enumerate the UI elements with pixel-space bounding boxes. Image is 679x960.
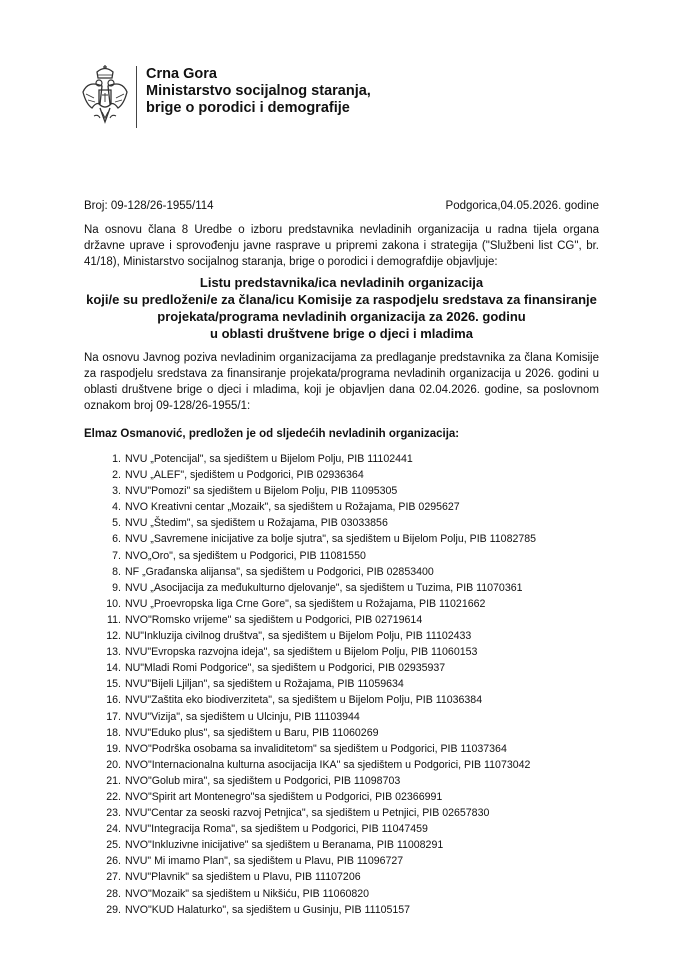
organization-list: [98, 451, 536, 918]
country-name: Crna Gora: [146, 66, 217, 82]
list-item-number: 20.: [106, 758, 121, 771]
list-item-number: 26.: [106, 855, 121, 868]
list-item-number: 4.: [112, 501, 121, 514]
list-item-text: NVO"Spirit art Montenegro"sa sjedištem u Podgorici, PIB 02366991: [125, 790, 443, 803]
list-item-number: 9.: [112, 581, 121, 594]
list-item-text: NU"Mladi Romi Podgorice", sa sjedištem u Podgorici, PIB 02935937: [125, 662, 446, 675]
list-item-text: NU"Inkluzija civilnog društva", sa sjedištem u Bijelom Polju, PIB 11102433: [125, 630, 472, 643]
list-item-text: NVU"Evropska razvojna ideja", sa sjedištem u Bijelom Polju, PIB 11060153: [125, 646, 478, 659]
list-item-text: NVU"Pomozi" sa sjedištem u Bijelom Polju, PIB 11095305: [125, 485, 398, 498]
list-item: [98, 789, 536, 805]
list-item: [98, 869, 536, 885]
list-item-text: NVO„Oro", sa sjedištem u Podgorici, PIB 11081550: [125, 549, 366, 562]
header-divider: [136, 66, 137, 128]
list-item-text: NVU „Štedim", sa sjedištem u Rožajama, PIB 03033856: [125, 517, 388, 530]
montenegro-coat-of-arms-icon: [80, 64, 130, 130]
list-item: [98, 483, 536, 499]
list-item-number: 18.: [106, 726, 121, 739]
list-item-number: 8.: [112, 565, 121, 578]
list-item: [98, 451, 536, 467]
title-line2: koji/e su predloženi/e za člana/icu Komisije za raspodjelu sredstava za finansiranje: [86, 292, 597, 307]
list-item-text: NVO"Podrška osobama sa invaliditetom" sa sjedištem u Podgorici, PIB 11037364: [125, 742, 507, 755]
list-item: [98, 821, 536, 837]
list-item-text: NVU"Plavnik" sa sjedištem u Plavu, PIB 11107206: [125, 871, 361, 884]
list-item: [98, 709, 536, 725]
list-item: [98, 628, 536, 644]
list-item: [98, 757, 536, 773]
list-item-number: 29.: [106, 903, 121, 916]
list-item-number: 12.: [106, 630, 121, 643]
list-item-number: 3.: [112, 485, 121, 498]
list-item-number: 17.: [106, 710, 121, 723]
intro-paragraph: Na osnovu člana 8 Uredbe o izboru predstavnika nevladinih organizacija u radna tijela organa državne uprave i sprovođenju javne rasprave u pripremi zakona i strategija ("Službeni list CG", br. 41/18), Ministarstvo socijalnog staranja, brige o porodici i demografdije objavljuje:: [84, 224, 599, 268]
list-item: [98, 902, 536, 918]
list-item-number: 2.: [112, 469, 121, 482]
list-item-text: NVU „Asocijacija za međukulturno djelovanje", sa sjedištem u Tuzima, PIB 11070361: [125, 581, 523, 594]
list-item: [98, 692, 536, 708]
list-item-number: 11.: [107, 613, 121, 626]
title-line4: u oblasti društvene brige o djeci i mladima: [210, 326, 473, 341]
list-item-number: 13.: [106, 646, 121, 659]
list-item-number: 10.: [106, 597, 121, 610]
list-item-number: 5.: [112, 517, 121, 530]
list-item-number: 1.: [112, 453, 121, 465]
list-item-text: NVU"Bijeli Ljiljan", sa sjedištem u Rožajama, PIB 11059634: [125, 678, 404, 691]
list-item-text: NVO"Mozaik" sa sjedištem u Nikšiću, PIB 11060820: [125, 887, 370, 900]
nominee-subheading: Elmaz Osmanović, predložen je od sljedećih nevladinih organizacija:: [84, 428, 460, 440]
list-item-text: NVU „Potencijal", sa sjedištem u Bijelom Polju, PIB 11102441: [125, 453, 413, 465]
list-item: [98, 725, 536, 741]
list-item-number: 25.: [106, 839, 121, 852]
list-item-number: 7.: [112, 549, 121, 562]
body-paragraph: Na osnovu Javnog poziva nevladinim organizacijama za predlaganje predstavnika za člana Komisije za raspodjelu sredstava za finansiranje projekata/programa nevladinih organizacija u 2026. godini u oblasti društvene brige o djeci i mladima, koji je objavljen dana 02.04.2026. godine, sa poslovnom oznakom broj 09-128/26-1955/1:: [84, 352, 599, 412]
list-item-text: NVU"Integracija Roma", sa sjedištem u Podgorici, PIB 11047459: [125, 823, 428, 836]
list-item-text: NVU"Centar za seoski razvoj Petnjica", sa sjedištem u Petnjici, PIB 02657830: [125, 807, 490, 820]
list-item: [98, 467, 536, 483]
list-item: [98, 515, 536, 531]
list-item-text: NVO Kreativni centar „Mozaik", sa sjedištem u Rožajama, PIB 0295627: [125, 501, 460, 514]
list-item-text: NVU „ALEF", sjedištem u Podgorici, PIB 02936364: [125, 469, 364, 482]
list-item: [98, 499, 536, 515]
list-item-text: NVU „Proevropska liga Crne Gore", sa sjedištem u Rožajama, PIB 11021662: [125, 597, 486, 610]
list-item-text: NVO"Golub mira", sa sjedištem u Podgorici, PIB 11098703: [125, 774, 401, 787]
list-item: [98, 837, 536, 853]
list-item-text: NVO"Internacionalna kulturna asocijacija IKA" sa sjedištem u Podgorici, PIB 11073042: [125, 758, 531, 771]
list-item: [98, 644, 536, 660]
list-item: [98, 548, 536, 564]
list-item-number: 21.: [106, 774, 121, 787]
list-item: [98, 564, 536, 580]
list-item-text: NVU"Vizija", sa sjedištem u Ulcinju, PIB 11103944: [125, 710, 360, 723]
letterhead: [146, 66, 371, 117]
ministry-name-line1: Ministarstvo socijalnog staranja,: [146, 83, 371, 99]
list-item: [98, 741, 536, 757]
list-item-number: 6.: [112, 533, 121, 546]
title-line3: projekata/programa nevladinih organizacija za 2026. godinu: [157, 309, 526, 324]
list-item-number: 28.: [106, 887, 121, 900]
list-item: [98, 531, 536, 547]
title-line1: Listu predstavnika/ica nevladinih organizacija: [199, 275, 484, 290]
list-item-text: NVU" Mi imamo Plan", sa sjedištem u Plavu, PIB 11096727: [125, 855, 404, 868]
list-item: [98, 805, 536, 821]
list-item: [98, 773, 536, 789]
list-item: [98, 676, 536, 692]
list-item-number: 24.: [106, 823, 121, 836]
list-item-text: NVO"Romsko vrijeme" sa sjedištem u Podgorici, PIB 02719614: [125, 613, 423, 626]
list-item-number: 22.: [106, 790, 121, 803]
list-item: [98, 596, 536, 612]
list-item-text: NVO"Inkluzivne inicijative" sa sjedištem u Beranama, PIB 11008291: [125, 839, 444, 852]
ministry-name-line2: brige o porodici i demografije: [146, 100, 350, 116]
list-item-number: 23.: [106, 807, 121, 820]
list-item-number: 19.: [106, 742, 121, 755]
list-item: [98, 580, 536, 596]
list-item: [98, 853, 536, 869]
list-item-number: 16.: [106, 694, 121, 707]
list-item-text: NVU"Eduko plus", sa sjedištem u Baru, PIB 11060269: [125, 726, 379, 739]
list-item-text: NVU"Zaštita eko biodiverziteta", sa sjedištem u Bijelom Polju, PIB 11036384: [125, 694, 483, 707]
list-item-number: 15.: [106, 678, 121, 691]
list-item-number: 14.: [106, 662, 121, 675]
document-date: Podgorica,04.05.2026. godine: [445, 200, 599, 212]
document-title: [84, 274, 599, 342]
list-item: [98, 660, 536, 676]
list-item-text: NVU „Savremene inicijative za bolje sjutra", sa sjedištem u Bijelom Polju, PIB 11082785: [125, 533, 537, 546]
list-item: [98, 886, 536, 902]
list-item-text: NF „Građanska alijansa", sa sjedištem u Podgorici, PIB 02853400: [125, 565, 434, 578]
list-item: [98, 612, 536, 628]
list-item-text: NVO"KUD Halaturko", sa sjedištem u Gusinju, PIB 11105157: [125, 903, 411, 916]
list-item-number: 27.: [106, 871, 121, 884]
document-number: Broj: 09-128/26-1955/114: [84, 200, 214, 212]
